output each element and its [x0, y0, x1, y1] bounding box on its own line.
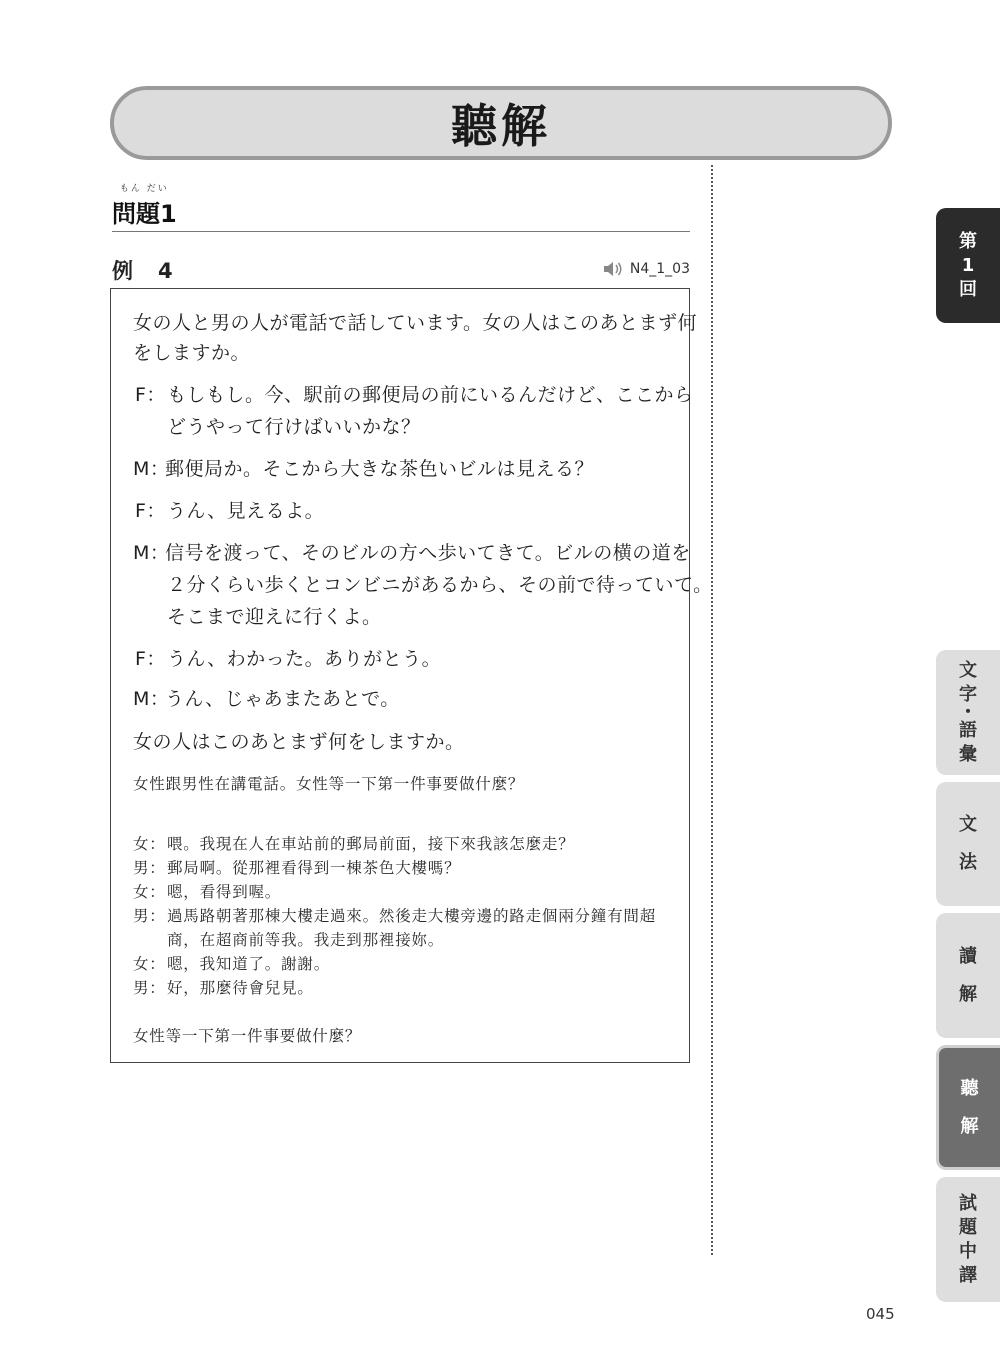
- jp-speaker: F：: [135, 384, 166, 406]
- jp-dialogue-4-cont-1: ２分くらい歩くとコンビニがあるから、その前で待っていて。: [167, 574, 713, 596]
- speaker-icon: [602, 261, 624, 277]
- jp-speaker: F：: [135, 500, 166, 522]
- tab-round-1[interactable]: 第 1 回: [936, 208, 1000, 323]
- jp-dialogue-1-cont: どうやって行けばいいかな？: [167, 416, 421, 438]
- audio-track-label: N4_1_03: [629, 261, 690, 277]
- zh-dialogue-4: 男：過馬路朝著那棟大樓走過來。然後走大樓旁邊的路走個兩分鐘有間超: [133, 907, 657, 925]
- zh-dialogue-2: 男：郵局啊。從那裡看得到一棟茶色大樓嗎？: [133, 859, 461, 877]
- script-box: [110, 288, 713, 1063]
- tab-vocabulary[interactable]: 文 字 ・ 語 彙: [936, 650, 1000, 775]
- tab-listening[interactable]: 聽 解: [936, 1045, 1000, 1170]
- jp-intro-line-1: 女の人と男の人が電話で話しています。女の人はこのあとまず何: [133, 312, 697, 334]
- zh-intro: 女性跟男性在講電話。女性等一下第一件事要做什麼？: [133, 775, 525, 793]
- zh-dialogue-1: 女：喂。我現在人在車站前的郵局前面，接下來我該怎麼走？: [133, 835, 575, 853]
- jp-question: 女の人はこのあとまず何をしますか。: [133, 731, 465, 753]
- jp-dialogue-5: F：うん、わかった。ありがとう。: [135, 648, 442, 670]
- page-title-banner: [110, 86, 892, 160]
- zh-dialogue-6: 男：好，那麼待會兒見。: [133, 979, 314, 997]
- audio-track[interactable]: [602, 261, 690, 277]
- page-number: 045: [866, 1305, 895, 1323]
- example-header: [112, 255, 690, 283]
- section-heading-text: もん だい 問題1: [112, 194, 177, 229]
- zh-dialogue-4-cont: 商，在超商前等我。我走到那裡接妳。: [167, 931, 445, 949]
- jp-speaker: F：: [135, 648, 166, 670]
- zh-dialogue-5: 女：嗯，我知道了。謝謝。: [133, 955, 331, 973]
- page-title: 聽解: [451, 99, 551, 153]
- section-heading: [112, 184, 690, 232]
- jp-speaker: M：: [133, 458, 170, 480]
- section-heading-ruby: もん だい: [119, 184, 169, 194]
- zh-dialogue-3: 女：嗯，看得到喔。: [133, 883, 282, 901]
- jp-intro-line-2: をしますか。: [133, 342, 251, 364]
- jp-speaker: M：: [133, 542, 170, 564]
- tab-grammar[interactable]: 文 法: [936, 782, 1000, 906]
- zh-question: 女性等一下第一件事要做什麼？: [133, 1027, 362, 1045]
- jp-dialogue-4-cont-2: そこまで迎えに行くよ。: [167, 606, 382, 628]
- jp-dialogue-3: F：うん、見えるよ。: [135, 500, 325, 522]
- jp-dialogue-6: M：うん、じゃあまたあとで。: [133, 688, 400, 710]
- jp-dialogue-1: F：もしもし。今、駅前の郵便局の前にいるんだけど、ここから: [135, 384, 694, 406]
- jp-dialogue-2: M：郵便局か。そこから大きな茶色いビルは見える？: [133, 458, 595, 480]
- jp-dialogue-4: M：信号を渡って、そのビルの方へ歩いてきて。ビルの横の道を: [133, 542, 691, 564]
- jp-speaker: M：: [133, 688, 170, 710]
- column-divider: [711, 165, 713, 1255]
- tab-translation[interactable]: 試 題 中 譯: [936, 1177, 1000, 1302]
- example-label: 例 4: [112, 259, 175, 283]
- tab-reading[interactable]: 讀 解: [936, 913, 1000, 1038]
